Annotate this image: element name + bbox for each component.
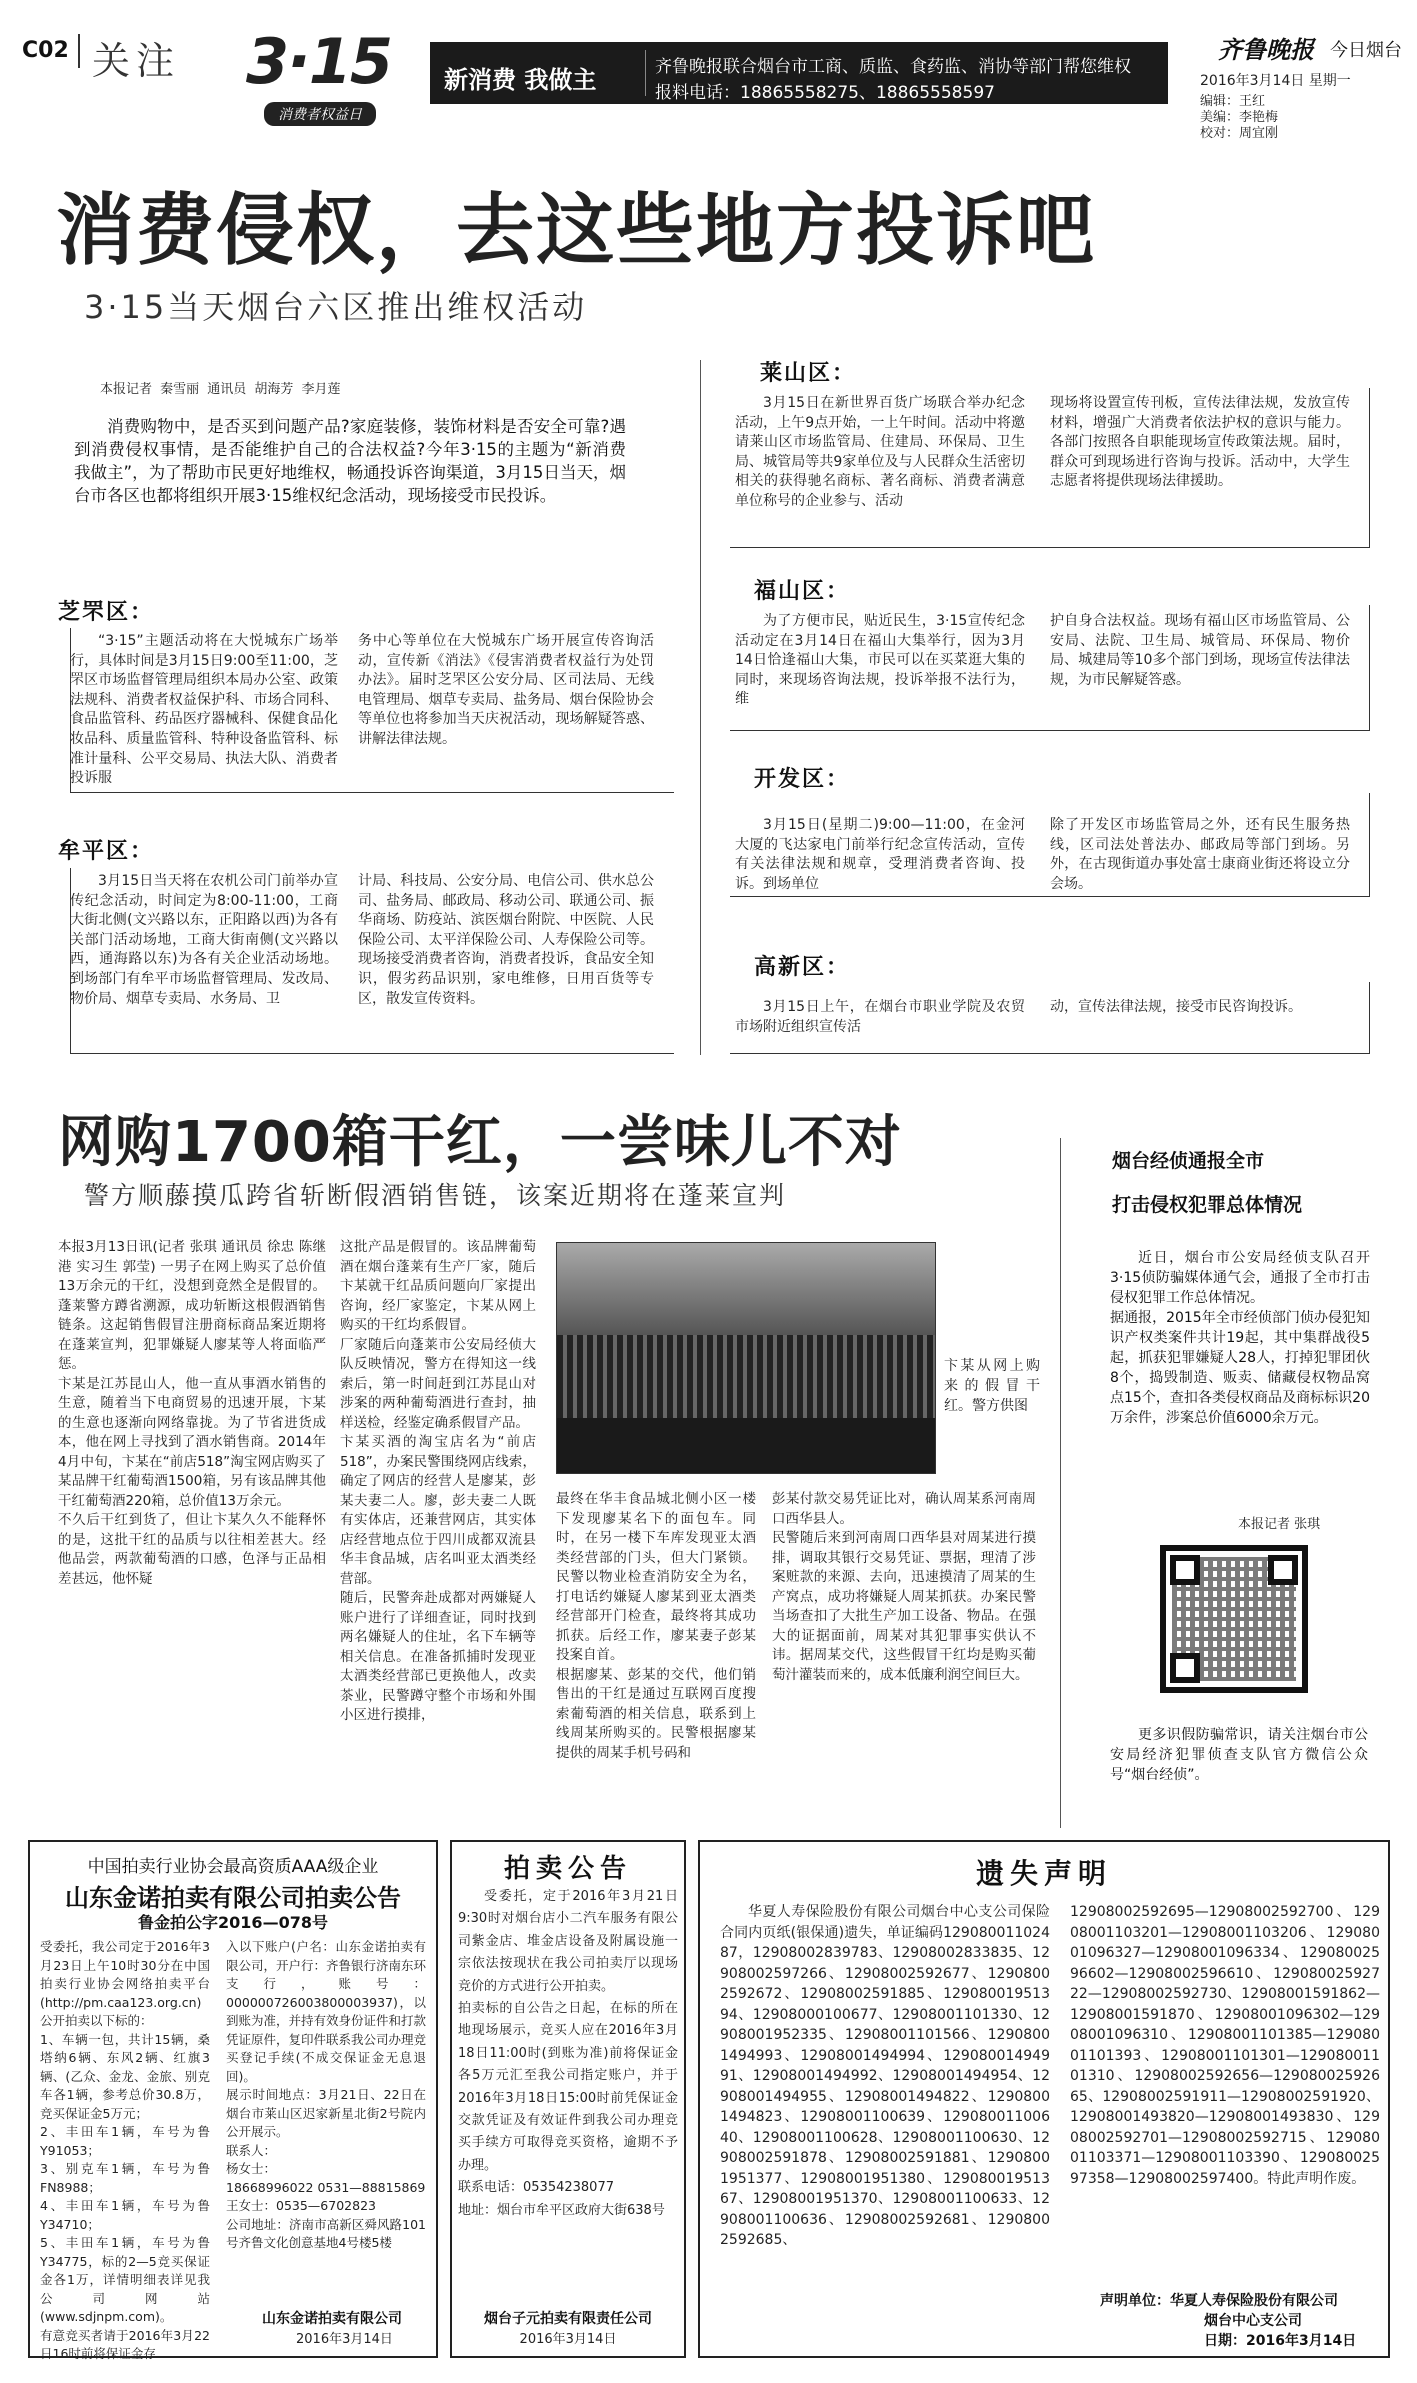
masthead-edition: 今日烟台 [1330,40,1402,61]
ad3-col1: 华夏人寿保险股份有限公司烟台中心支公司保险合同内页纸(银保通)遗失，单证编码12908001102487，12908002839783、12908002833835、12908002597266、12908002592677、12908002592672、12908002591885、12908001951394、12908000100677、12908001101330、12908001952335、12908001101566、12908001494993、12908001494994、12908001494991、12908001494992、12908001494954、12908001494955、12908001494822、12908001494823、12908001100639、12908001100640、12908001100628、12908001100630、12908002591878、12908002591881、12908001951377、12908001951380、12908001951367、12908001951370、12908001100633、12908001100636、12908002592681、12908002592685、 [720,1904,1050,2248]
qr-corner-tr [1268,1555,1298,1585]
ad3-title: 遗失声明 [975,1857,1112,1890]
header-slogan: 新消费 我做主 [444,66,597,94]
sidebar-body: 近日，烟台市公安局经侦支队召开3·15侦防骗媒体通气会，通报了全市打击侵权犯罪工作总体情况。 据通报，2015年全市经侦部门侦办侵犯知识产权类案件共计19起，其中集群战役5起，抓获犯罪嫌疑人28人，打掉犯罪团伙8个，捣毁制造、贩卖、储藏侵权物品窝点15个，查扣各类侵权商品及商标标识20万余件，涉案总价值6000余万元。 [1110,1250,1370,1426]
ad3-sign-2: 烟台中心支公司 [1204,2313,1302,2329]
page-number: C02 [22,38,69,63]
ad2-signature: 烟台子元拍卖有限责任公司 [484,2311,652,2327]
art-editor: 美编：李艳梅 [1200,110,1279,125]
article1-byline: 本报记者 秦雪丽 通讯员 胡海芳 李月莲 [100,382,341,397]
logo-subtitle: 消费者权益日 [264,102,376,126]
article2-col1: 本报3月13日讯(记者 张琪 通讯员 徐忠 陈继港 实习生 郭莹) 一男子在网上购买了总价值13万余元的干红，没想到竟然全是假冒的。蓬莱警方蹲省溯源，成功斩断这根假酒销售链条。这起销售假冒注册商标商品案近期将在蓬莱宣判，犯罪嫌疑人廖某等人将面临严惩。 卞某是江苏昆山人，他一直从事酒水销售的生意，随着当下电商贸易的迅速开展，卞某的生意也逐渐向网络靠拢。为了节省进货成本，他在网上寻找到了酒水销售商。2014年4月中旬，卞某在“前店518”淘宝网店购买了某品牌干红葡萄酒1500箱，另有该品牌其他干红葡萄酒220箱，总价值13万余元。 不久后干红到货了，但让卞某久久不能释怀的是，这批干红的品质与以往相差甚大。经他品尝，两款葡萄酒的口感，色泽与正品相差甚远，他怀疑 [58,1239,326,1587]
logo-315 [246,22,426,132]
fushan-col2: 护自身合法权益。现场有福山区市场监管局、公安局、法院、卫生局、城管局、环保局、物价局、城建局等10多个部门到场，现场宣传法律法规，为市民解疑答惑。 [1050,613,1350,688]
proofreader: 校对：周宜刚 [1200,126,1279,141]
kaifa-col1: 3月15日(星期二)9:00—11:00，在金河大厦的飞达家电门前举行纪念宣传活动，宣传有关法律法规和规章，受理消费者咨询、投诉。到场单位 [735,817,1025,892]
article1-column-divider [700,360,701,1055]
zhifu-col1: “3·15”主题活动将在大悦城东广场举行，具体时间是3月15日9:00至11:00，芝罘区市场监督管理局组织本局办公室、政策法规科、消费者权益保护科、市场合同科、食品监管科、药品医疗器械科、保健食品化妆品科、质量监管科、特种设备监管科、标准计量科、公平交易局、执法大队、消费者投诉服 [70,633,338,787]
kaifa-col2: 除了开发区市场监管局之外，还有民生服务热线，区司法处普法办、邮政局等部门到场。另外，在古现街道办事处富士康商业街还将设立分会场。 [1050,817,1350,892]
photo-caption: 卞某从网上购来的假冒干红。警方供图 [944,1358,1040,1414]
fushan-heading: 福山区： [754,579,851,604]
article2-col4: 彭某付款交易凭证比对，确认周某系河南周口西华县人。 民警随后来到河南周口西华县对周某进行摸排，调取其银行交易凭证、票据，理清了涉案赃款的来源、去向，迅速摸清了周某的生产窝点，成功将嫌疑人周某抓获。办案民警当场查扣了大批生产加工设备、物品。在强大的证据面前，周某对其犯罪事实供认不讳。据周某交代，这些假冒干红均是购买葡萄汁灌装而来的，成本低廉利润空间巨大。 [772,1491,1036,1683]
banner-line-1: 齐鲁晚报联合烟台市工商、质监、食药监、消协等部门帮您维权 [655,57,1131,77]
muping-col2: 计局、科技局、公安分局、电信公司、供水总公司、盐务局、邮政局、移动公司、联通公司、振华商场、防疫站、滨医烟台附院、中医院、人民保险公司、太平洋保险公司、人寿保险公司等。现场接受消费者咨询，消费者投诉，食品安全知识，假劣药品识别，家电维修，日用百货等专区，散发宣传资料。 [358,873,654,1007]
ad3-col2: 12908002592695—12908002592700、12908001103201—12908001103206、12908001096327—12908001096334、12908002596602—12908002596610、12908002592722—12908002592730、12908001591862—12908001591870、12908001096302—12908001096310、12908001101385—12908001101393、12908001101301—12908001101310、12908002592656—12908002592665、12908002591911—12908002591920、12908001493820—12908001493830、12908002592701—12908002592715、12908001103371—12908001103390、12908002597358—12908002597400。特此声明作废。 [1070,1904,1380,2187]
logo-number: 3·15 [246,25,391,98]
laishan-heading: 莱山区： [760,361,857,386]
kaifa-heading: 开发区： [754,767,851,792]
ad2-title: 拍卖公告 [503,1854,632,1884]
ad3-sign-1: 声明单位：华夏人寿保险股份有限公司 [1100,2293,1338,2309]
article2-subtitle: 警方顺藤摸瓜跨省斩断假酒销售链，该案近期将在蓬莱宣判 [84,1181,787,1210]
ad1-date: 2016年3月14日 [296,2332,393,2347]
ad2-body: 受委托，定于2016年3月21日9:30时对烟台店小二汽车服务有限公司紫金店、堆金店设备及附属设施一宗依法按现状在我公司拍卖厅以现场竞价的方式进行公开拍卖。 拍卖标的自公告之日起，在标的所在地现场展示，竞买人应在2016年3月18日11:00时(到账为准)前将保证金各5万元汇至我公司指定账户，并于2016年3月18日15:00时前凭保证金交款凭证及有效证件到我公司办理竞买手续方可取得竞买资格，逾期不予办理。 联系电话：05354238077 地址：烟台市牟平区政府大街638号 [458,1889,678,2218]
section-divider [78,34,80,68]
wine-photo-shelf [557,1418,935,1473]
muping-heading: 牟平区： [58,839,155,864]
ad1-col1: 受委托，我公司定于2016年3月23日上午10时30分在中国拍卖行业协会网络拍卖平台(http://pm.caa123.org.cn)公开拍卖以下标的： 1、车辆一包，共计15辆，桑塔纳6辆、东风2辆、红旗3辆、(乙众、金龙、金旅、别克车各1辆，参考总价30.8万，竞买保证金5万元； 2、丰田车1辆，车号为鲁Y91053； 3、别克车1辆，车号为鲁FN8988； 4、丰田车1辆，车号为鲁Y34710； 5、丰田车1辆，车号为鲁Y34775，标的2—5竞买保证金各1万，详情明细表详见我公司网站(www.sdjnpm.com)。 有意竞买者请于2016年3月22日16时前将保证金存 [40,1939,210,2361]
ad1-signature: 山东金诺拍卖有限公司 [262,2311,402,2327]
banner-line-2: 报料电话：18865558275、18865558597 [655,83,995,103]
article1-subtitle: 3·15当天烟台六区推出维权活动 [84,288,588,326]
sidebar-footnote: 更多识假防骗常识，请关注烟台市公安局经济犯罪侦查支队官方微信公众号“烟台经侦”。 [1110,1727,1368,1783]
ad1-number: 鲁金拍公字2016—078号 [138,1913,328,1932]
sidebar-title-1: 烟台经侦通报全市 [1112,1150,1265,1172]
ad1-title: 山东金诺拍卖有限公司拍卖公告 [65,1884,401,1912]
article1-lead: 消费购物中，是否买到问题产品?家庭装修，装饰材料是否安全可靠?遇到消费侵权事情，是否能维护自己的合法权益?今年3·15的主题为“新消费 我做主”，为了帮助市民更好地维权，畅通投诉咨询渠道，3月15日当天，烟台市各区也都将组织开展3·15维权纪念活动，现场接受市民投诉。 [74,417,626,505]
article1-intro [56,380,656,507]
article1-title: 消费侵权，去这些地方投诉吧 [56,186,1097,276]
issue-date: 2016年3月14日 星期一 [1200,73,1351,89]
gaoxin-heading: 高新区： [754,955,851,980]
section-label: 关注 [92,39,181,83]
zhifu-heading: 芝罘区： [58,600,155,625]
ad1-col2: 入以下账户(户名：山东金诺拍卖有限公司，开户行：齐鲁银行济南东环支行，账号：000000726003800003937)，以到账为准，并持有效身份证件和打款凭证原件，复印件联系我公司办理竞买登记手续(不成交保证金无息退回)。 展示时间地点：3月21日、22日在烟台市莱山区迟家新星北街2号院内公开展示。 联系人： 杨女士： 18668996022 0531—88815869 王女士：0535—6702823 公司地址：济南市高新区舜风路101号齐鲁文化创意基地4号楼5楼 [226,1939,427,2250]
editor: 编辑：王红 [1200,94,1266,109]
zhifu-col2: 务中心等单位在大悦城东广场开展宣传咨询活动，宣传新《消法》《侵害消费者权益行为处罚办法》。届时芝罘区公安分局、区司法局、无线电管理局、烟草专卖局、盐务局、烟台保险协会等单位也将参加当天庆祝活动，现场解疑答惑、讲解法律法规。 [358,633,654,747]
muping-col1: 3月15日当天将在农机公司门前举办宣传纪念活动，时间定为8:00-11:00，工商大街北侧(文兴路以东，正阳路以西)为各有关部门活动场地，工商大街南侧(文兴路以西，通海路以东)为各有关企业活动场地。到场部门有牟平市场监督管理局、发改局、物价局、烟草专卖局、水务局、卫 [70,873,338,1007]
sidebar-byline: 本报记者 张琪 [1238,1517,1321,1532]
gaoxin-col2: 动，宣传法律法规，接受市民咨询投诉。 [1050,999,1302,1015]
qr-corner-tl [1170,1555,1200,1585]
banner-divider [645,50,646,96]
sidebar-title-2: 打击侵权犯罪总体情况 [1112,1194,1303,1216]
masthead-paper: 齐鲁晚报 [1218,36,1314,64]
ad3-sign-3: 日期：2016年3月14日 [1204,2333,1357,2349]
article2-col2: 这批产品是假冒的。该品牌葡萄酒在烟台蓬莱有生产厂家，随后卞某就干红品质问题向厂家提出咨询，经厂家鉴定，卞某从网上购买的干红均系假冒。 厂家随后向蓬莱市公安局经侦大队反映情况，警方在得知这一线索后，第一时间赶到江苏昆山对涉案的两种葡萄酒进行查封，抽样送检，经鉴定确系假冒产品。 卞某买酒的淘宝店名为“前店518”，办案民警围绕网店线索，确定了网店的经营人是廖某，彭某夫妻二人。廖，彭夫妻二人既有实体店，还兼营网店，其实体店经营地点位于四川成都双流县华丰食品城，店名叫亚太酒类经营部。 随后，民警奔赴成都对两嫌疑人账户进行了详细查证，同时找到两名嫌疑人的住址，名下车辆等相关信息。在准备抓捕时发现亚太酒类经营部已更换他人，改卖茶业，民警蹲守整个市场和外围小区进行摸排， [340,1239,536,1723]
qr-corner-bl [1170,1653,1200,1683]
wine-photo-highlight [557,1243,935,1335]
wine-photo [556,1242,936,1474]
gaoxin-col1: 3月15日上午，在烟台市职业学院及农贸市场附近组织宣传活 [735,999,1025,1035]
sidebar-divider [1060,1138,1061,1828]
article2-col3: 最终在华丰食品城北侧小区一楼下发现廖某名下的面包车。同时，在另一楼下车库发现亚太酒类经营部的门头，但大门紧锁。民警以物业检查消防安全为名，打电话约嫌疑人廖某到亚太酒类经营部开门检查，最终将其成功抓获。后经工作，廖某妻子彭某投案自首。 根据廖某、彭某的交代，他们销售出的干红是通过互联网百度搜索葡萄酒的相关信息，联系到上线周某所购买的。民警根据廖某提供的周某手机号码和 [556,1491,756,1761]
article2-title: 网购1700箱干红，一尝味儿不对 [58,1110,902,1175]
ad2-date: 2016年3月14日 [519,2332,617,2347]
laishan-col2: 现场将设置宣传刊板，宣传法律法规，发放宣传材料，增强广大消费者依法护权的意识与能力。各部门按照各自职能现场宣传政策法规。届时，群众可到现场进行咨询与投诉。活动中，大学生志愿者将提供现场法律援助。 [1050,395,1350,490]
laishan-col1: 3月15日在新世界百货广场联合举办纪念活动，上午9点开始，一上午时间。活动中将邀请莱山区市场监管局、住建局、环保局、卫生局、城管局等共9家单位及与人民群众生活密切相关的获得驰名商标、著名商标、消费者满意单位称号的企业参与、活动 [735,395,1025,509]
qr-code[interactable] [1160,1545,1308,1693]
ad1-top: 中国拍卖行业协会最高资质AAA级企业 [87,1857,379,1877]
fushan-col1: 为了方便市民，贴近民生，3·15宣传纪念活动定在3月14日在福山大集举行，因为3月14日恰逢福山大集，市民可以在买菜逛大集的同时，来现场咨询法规，投诉举报不法行为，维 [735,613,1025,708]
